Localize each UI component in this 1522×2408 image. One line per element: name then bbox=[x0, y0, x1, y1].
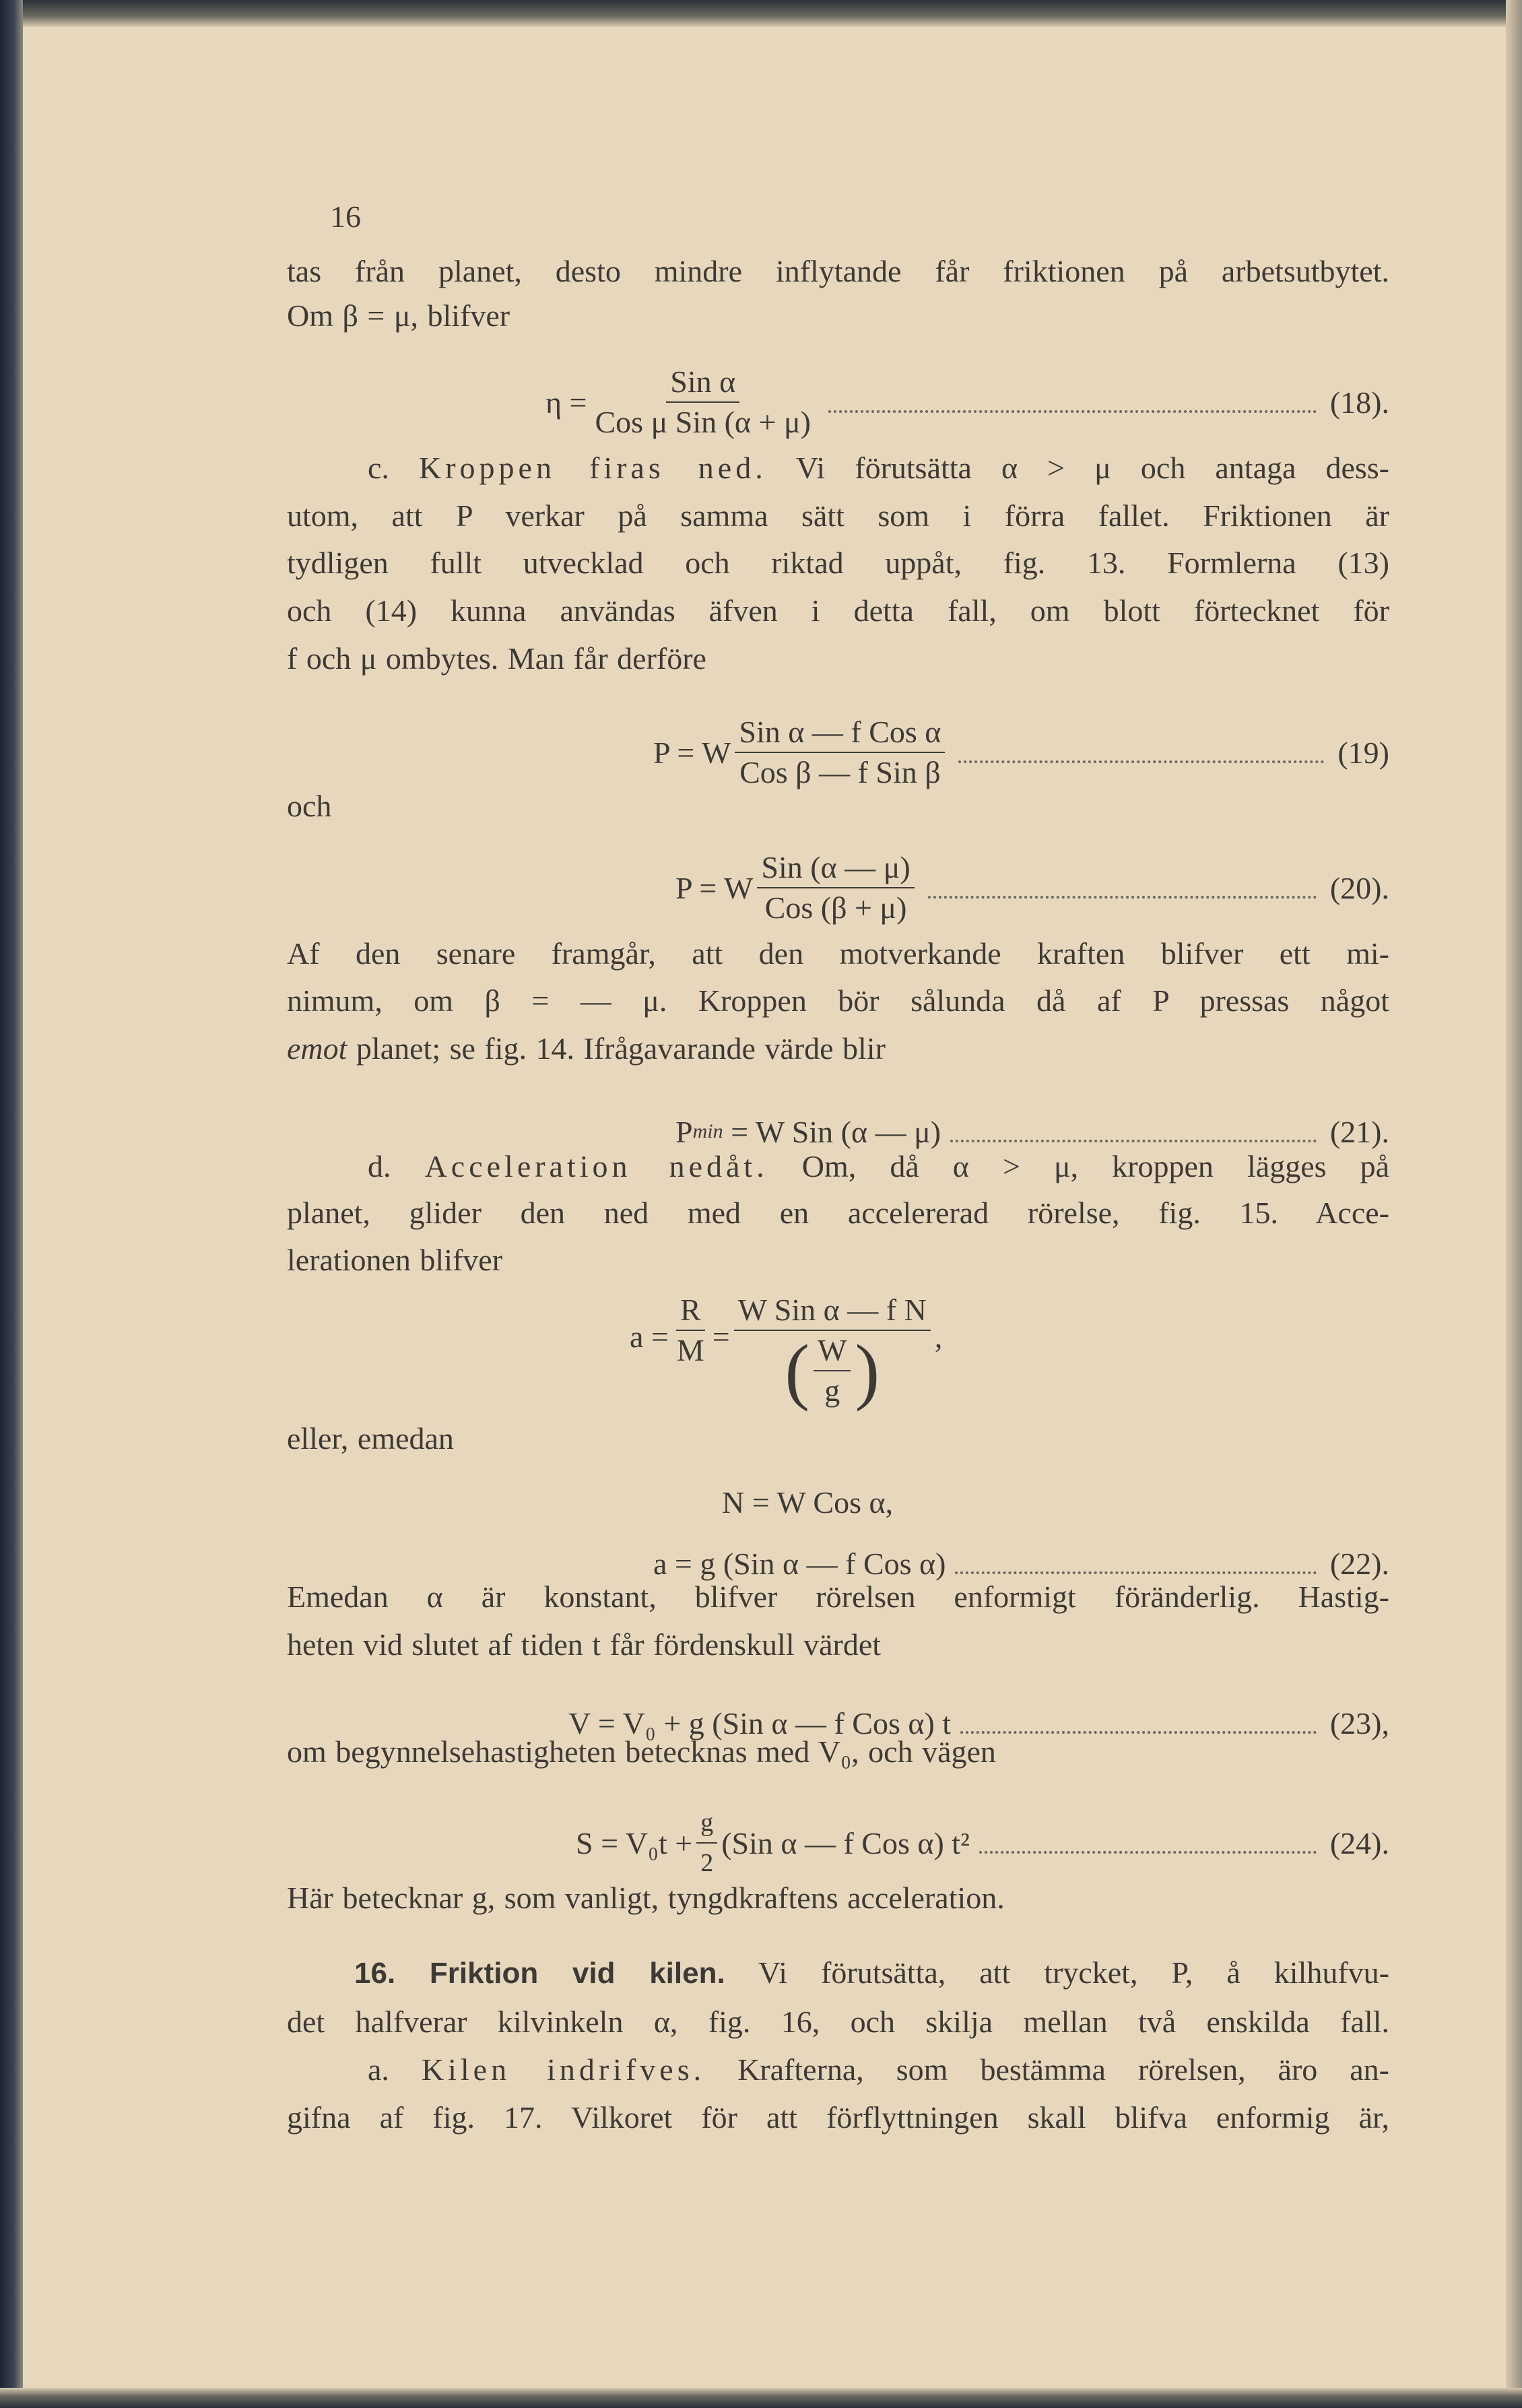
equation-number: (20). bbox=[1329, 870, 1389, 905]
fraction bbox=[735, 715, 945, 789]
page-right-edge bbox=[1506, 0, 1522, 2408]
equation-acceleration bbox=[630, 1293, 942, 1428]
denominator: g bbox=[824, 1373, 840, 1408]
fraction bbox=[591, 365, 815, 439]
equation-number: (23), bbox=[1329, 1705, 1389, 1740]
text-line: tydligen fullt utvecklad och riktad uppåt, fig. 13. Formlerna (13) bbox=[287, 546, 1389, 580]
eq-lhs: a = bbox=[630, 1320, 669, 1354]
equals: = bbox=[712, 1320, 730, 1354]
section-heading: Acceleration nedåt. bbox=[424, 1149, 768, 1183]
equation-24 bbox=[576, 1799, 1389, 1887]
section-heading: Kilen indrifves. bbox=[421, 2052, 706, 2087]
page-top-edge bbox=[0, 0, 1522, 27]
text-span: Om, då α > μ, kroppen lägges på bbox=[801, 1149, 1389, 1183]
text-line: tas från planet, desto mindre inflytande får friktionen på arbetsutbytet. bbox=[287, 254, 1389, 288]
section-label: c. bbox=[368, 451, 389, 485]
eq-lhs: S = V₀t + bbox=[576, 1825, 693, 1860]
paren-close: ) bbox=[855, 1330, 880, 1412]
text-span: planet; se fig. 14. Ifrågavarande värde blir bbox=[356, 1031, 886, 1066]
eq-lhs: η = bbox=[545, 385, 587, 420]
text-line: Af den senare framgår, att den motverkande kraften blifver ett mi- bbox=[287, 936, 1389, 971]
text-line: Här betecknar g, som vanligt, tyngdkraftens acceleration. bbox=[287, 1881, 1005, 1915]
text-line: Emedan α är konstant, blifver rörelsen enformigt föränderlig. Hastig- bbox=[287, 1580, 1389, 1614]
text-line: och (14) kunna användas äfven i detta fall, om blott förtecknet för bbox=[287, 593, 1389, 628]
section-label: a. bbox=[368, 2052, 389, 2087]
numerator: Sin (α — μ) bbox=[757, 851, 914, 888]
numerator: W bbox=[814, 1334, 851, 1371]
text-line: Om β = μ, blifver bbox=[287, 298, 510, 333]
subscript: min bbox=[692, 1120, 723, 1142]
denominator: M bbox=[676, 1333, 704, 1367]
text-line: lerationen blifver bbox=[287, 1243, 503, 1277]
numerator: Sin α — f Cos α bbox=[735, 715, 945, 753]
text-line: det halfverar kilvinkeln α, fig. 16, och skilja mellan två enskilda fall. bbox=[287, 2005, 1389, 2039]
numerator: W Sin α — f N bbox=[734, 1293, 931, 1331]
text-line bbox=[287, 1029, 1389, 1069]
text-line: och bbox=[287, 789, 332, 823]
page-number: 16 bbox=[330, 199, 361, 234]
fraction bbox=[673, 1293, 708, 1367]
emphasis: emot bbox=[287, 1031, 348, 1066]
eq-rhs: (Sin α — f Cos α) t² bbox=[721, 1825, 970, 1860]
text-line: heten vid slutet af tiden t får fördenskull värdet bbox=[287, 1627, 882, 1662]
equation-number: (22). bbox=[1329, 1546, 1389, 1581]
text-line: f och μ ombytes. Man får derföre bbox=[287, 641, 706, 676]
dot-leader bbox=[928, 896, 1317, 899]
eq-lhs: P bbox=[675, 1114, 693, 1149]
denominator: Cos μ Sin (α + μ) bbox=[595, 405, 811, 439]
eq-lhs: P = W bbox=[675, 870, 754, 905]
equation-18 bbox=[545, 358, 1389, 446]
section-label: d. bbox=[368, 1149, 391, 1183]
text-line: om begynnelsehastigheten betecknas med V₀, och vägen bbox=[287, 1734, 996, 1769]
text-line bbox=[287, 1953, 1389, 1993]
denominator: 2 bbox=[700, 1849, 714, 1877]
fraction bbox=[757, 851, 914, 925]
dot-leader bbox=[979, 1851, 1317, 1854]
text-line: gifna af fig. 17. Vilkoret för att förflyttningen skall blifva enformig är, bbox=[287, 2100, 1389, 2135]
text-line bbox=[287, 448, 1389, 488]
denominator: Cos (β + μ) bbox=[764, 890, 907, 925]
equation-19 bbox=[653, 709, 1389, 796]
text-span: Vi förutsätta α > μ och antaga dess- bbox=[795, 451, 1390, 485]
text-span: Krafterna, som bestämma rörelsen, äro an- bbox=[737, 2052, 1389, 2087]
numerator: g bbox=[696, 1806, 717, 1844]
dot-leader bbox=[950, 1140, 1317, 1142]
text-span: Vi förutsätta, att trycket, P, å kilhufvu- bbox=[758, 1955, 1389, 1990]
equation-number: (18). bbox=[1329, 385, 1389, 420]
equation-20 bbox=[675, 844, 1389, 932]
denominator bbox=[781, 1330, 884, 1412]
comma: , bbox=[934, 1320, 943, 1354]
text-line: eller, emedan bbox=[287, 1421, 454, 1456]
numerator: R bbox=[676, 1293, 705, 1331]
dot-leader bbox=[958, 760, 1324, 763]
page-bottom-edge bbox=[0, 2388, 1522, 2408]
equation-number: (24). bbox=[1329, 1825, 1389, 1860]
eq-rhs: = W Sin (α — μ) bbox=[731, 1114, 941, 1149]
numerator: Sin α bbox=[666, 365, 739, 403]
section-heading: 16. Friktion vid kilen. bbox=[354, 1957, 725, 1990]
text-line bbox=[287, 2050, 1389, 2090]
text-line: nimum, om β = — μ. Kroppen bör sålunda då af P pressas något bbox=[287, 983, 1389, 1018]
text-line: utom, att P verkar på samma sätt som i förra fallet. Friktionen är bbox=[287, 498, 1389, 533]
denominator: Cos β — f Sin β bbox=[739, 755, 941, 789]
eq-expression: a = g (Sin α — f Cos α) bbox=[653, 1546, 946, 1581]
paren-open: ( bbox=[785, 1330, 810, 1412]
fraction bbox=[696, 1806, 717, 1880]
eq-lhs: P = W bbox=[653, 735, 731, 770]
eq-expression: V = V₀ + g (Sin α — f Cos α) t bbox=[568, 1705, 952, 1740]
section-heading: Kroppen firas ned. bbox=[418, 451, 767, 485]
equation-normal-force: N = W Cos α, bbox=[722, 1485, 894, 1520]
fraction bbox=[814, 1334, 851, 1408]
text-line: planet, glider den ned med en accelererad rörelse, fig. 15. Acce- bbox=[287, 1196, 1389, 1230]
book-binding-edge bbox=[0, 0, 23, 2408]
dot-leader bbox=[828, 410, 1317, 413]
text-line bbox=[287, 1146, 1389, 1187]
dot-leader bbox=[955, 1571, 1316, 1574]
fraction bbox=[734, 1293, 931, 1412]
equation-number: (19) bbox=[1337, 735, 1389, 770]
equation-number: (21). bbox=[1329, 1114, 1389, 1149]
